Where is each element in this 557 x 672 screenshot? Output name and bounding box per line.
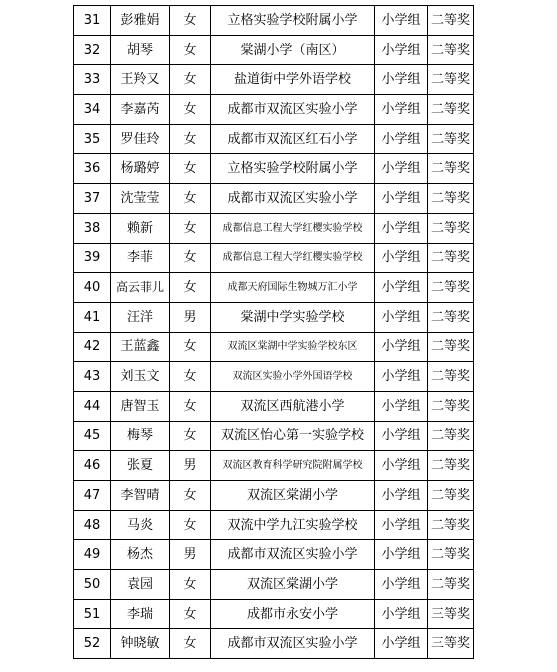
row-number-cell: 40: [74, 273, 111, 303]
group-cell: 小学组: [375, 421, 428, 451]
row-number-cell: 36: [74, 154, 111, 184]
award-cell: 二等奖: [428, 421, 474, 451]
row-number-cell: 32: [74, 35, 111, 65]
gender-cell: 女: [170, 421, 211, 451]
name-cell: 赖新: [111, 213, 170, 243]
name-cell: 唐智玉: [111, 391, 170, 421]
award-cell: 二等奖: [428, 362, 474, 392]
row-number-cell: 50: [74, 570, 111, 600]
name-cell: 张夏: [111, 451, 170, 481]
name-cell: 梅琴: [111, 421, 170, 451]
gender-cell: 女: [170, 599, 211, 629]
school-cell: 双流区棠湖中学实验学校东区: [211, 332, 375, 362]
gender-cell: 女: [170, 570, 211, 600]
name-cell: 袁园: [111, 570, 170, 600]
award-cell: 三等奖: [428, 599, 474, 629]
group-cell: 小学组: [375, 6, 428, 36]
award-cell: 二等奖: [428, 35, 474, 65]
table-row: [74, 540, 474, 570]
row-number-cell: 39: [74, 243, 111, 273]
award-cell: 二等奖: [428, 243, 474, 273]
group-cell: 小学组: [375, 332, 428, 362]
group-cell: 小学组: [375, 273, 428, 303]
row-number-cell: 41: [74, 302, 111, 332]
name-cell: 罗佳玲: [111, 124, 170, 154]
group-cell: 小学组: [375, 154, 428, 184]
table-row: [74, 451, 474, 481]
award-cell: 二等奖: [428, 6, 474, 36]
table-row: [74, 6, 474, 36]
school-cell: 双流中学九江实验学校: [211, 510, 375, 540]
table-row: [74, 213, 474, 243]
award-cell: 二等奖: [428, 273, 474, 303]
school-cell: 双流区教育科学研究院附属学校: [211, 451, 375, 481]
group-cell: 小学组: [375, 540, 428, 570]
row-number-cell: 49: [74, 540, 111, 570]
school-cell: 成都信息工程大学红樱实验学校: [211, 243, 375, 273]
award-cell: 二等奖: [428, 124, 474, 154]
row-number-cell: 35: [74, 124, 111, 154]
table-row: [74, 302, 474, 332]
name-cell: 李智晴: [111, 481, 170, 511]
award-cell: 二等奖: [428, 332, 474, 362]
school-cell: 成都市双流区实验小学: [211, 629, 375, 659]
table-row: [74, 599, 474, 629]
gender-cell: 女: [170, 332, 211, 362]
table-row: [74, 154, 474, 184]
row-number-cell: 48: [74, 510, 111, 540]
row-number-cell: 45: [74, 421, 111, 451]
table-row: [74, 273, 474, 303]
row-number-cell: 34: [74, 95, 111, 125]
group-cell: 小学组: [375, 570, 428, 600]
award-cell: 二等奖: [428, 184, 474, 214]
row-number-cell: 52: [74, 629, 111, 659]
table-row: [74, 184, 474, 214]
award-cell: 二等奖: [428, 302, 474, 332]
gender-cell: 女: [170, 184, 211, 214]
gender-cell: 女: [170, 243, 211, 273]
award-roster-body: [74, 6, 474, 659]
gender-cell: 女: [170, 510, 211, 540]
school-cell: 立格实验学校附属小学: [211, 6, 375, 36]
school-cell: 成都信息工程大学红樱实验学校: [211, 213, 375, 243]
group-cell: 小学组: [375, 481, 428, 511]
table-row: [74, 65, 474, 95]
row-number-cell: 42: [74, 332, 111, 362]
row-number-cell: 46: [74, 451, 111, 481]
table-row: [74, 243, 474, 273]
table-row: [74, 35, 474, 65]
table-row: [74, 629, 474, 659]
name-cell: 彭雅娟: [111, 6, 170, 36]
name-cell: 胡琴: [111, 35, 170, 65]
group-cell: 小学组: [375, 243, 428, 273]
school-cell: 双流区棠湖小学: [211, 481, 375, 511]
table-row: [74, 510, 474, 540]
award-cell: 二等奖: [428, 391, 474, 421]
name-cell: 杨璐婷: [111, 154, 170, 184]
award-cell: 三等奖: [428, 629, 474, 659]
table-row: [74, 570, 474, 600]
name-cell: 王羚又: [111, 65, 170, 95]
name-cell: 高云菲儿: [111, 273, 170, 303]
name-cell: 李菲: [111, 243, 170, 273]
table-row: [74, 362, 474, 392]
school-cell: 成都市双流区红石小学: [211, 124, 375, 154]
gender-cell: 男: [170, 451, 211, 481]
row-number-cell: 33: [74, 65, 111, 95]
school-cell: 立格实验学校附属小学: [211, 154, 375, 184]
school-cell: 成都市双流区实验小学: [211, 95, 375, 125]
gender-cell: 女: [170, 65, 211, 95]
table-row: [74, 95, 474, 125]
gender-cell: 女: [170, 124, 211, 154]
gender-cell: 男: [170, 540, 211, 570]
school-cell: 棠湖中学实验学校: [211, 302, 375, 332]
gender-cell: 女: [170, 95, 211, 125]
group-cell: 小学组: [375, 302, 428, 332]
row-number-cell: 37: [74, 184, 111, 214]
row-number-cell: 51: [74, 599, 111, 629]
school-cell: 成都天府国际生物城万汇小学: [211, 273, 375, 303]
school-cell: 双流区实验小学外国语学校: [211, 362, 375, 392]
group-cell: 小学组: [375, 510, 428, 540]
name-cell: 杨杰: [111, 540, 170, 570]
row-number-cell: 31: [74, 6, 111, 36]
award-cell: 二等奖: [428, 65, 474, 95]
name-cell: 王蓝鑫: [111, 332, 170, 362]
gender-cell: 女: [170, 213, 211, 243]
award-cell: 二等奖: [428, 451, 474, 481]
award-cell: 二等奖: [428, 481, 474, 511]
gender-cell: 女: [170, 6, 211, 36]
school-cell: 成都市双流区实验小学: [211, 184, 375, 214]
table-row: [74, 124, 474, 154]
group-cell: 小学组: [375, 629, 428, 659]
school-cell: 双流区棠湖小学: [211, 570, 375, 600]
gender-cell: 女: [170, 391, 211, 421]
award-cell: 二等奖: [428, 510, 474, 540]
gender-cell: 女: [170, 362, 211, 392]
group-cell: 小学组: [375, 451, 428, 481]
row-number-cell: 38: [74, 213, 111, 243]
row-number-cell: 43: [74, 362, 111, 392]
name-cell: 汪洋: [111, 302, 170, 332]
name-cell: 李嘉芮: [111, 95, 170, 125]
school-cell: 盐道街中学外语学校: [211, 65, 375, 95]
group-cell: 小学组: [375, 362, 428, 392]
table-row: [74, 481, 474, 511]
award-roster-table: [73, 5, 474, 659]
group-cell: 小学组: [375, 391, 428, 421]
group-cell: 小学组: [375, 124, 428, 154]
award-cell: 二等奖: [428, 540, 474, 570]
table-row: [74, 421, 474, 451]
name-cell: 沈莹莹: [111, 184, 170, 214]
award-cell: 二等奖: [428, 213, 474, 243]
gender-cell: 男: [170, 302, 211, 332]
group-cell: 小学组: [375, 95, 428, 125]
name-cell: 马炎: [111, 510, 170, 540]
school-cell: 棠湖小学（南区）: [211, 35, 375, 65]
group-cell: 小学组: [375, 599, 428, 629]
award-cell: 二等奖: [428, 154, 474, 184]
group-cell: 小学组: [375, 184, 428, 214]
gender-cell: 女: [170, 629, 211, 659]
school-cell: 双流区怡心第一实验学校: [211, 421, 375, 451]
gender-cell: 女: [170, 154, 211, 184]
school-cell: 成都市双流区实验小学: [211, 540, 375, 570]
school-cell: 成都市永安小学: [211, 599, 375, 629]
award-cell: 二等奖: [428, 570, 474, 600]
table-row: [74, 391, 474, 421]
table-row: [74, 332, 474, 362]
gender-cell: 女: [170, 481, 211, 511]
row-number-cell: 44: [74, 391, 111, 421]
gender-cell: 女: [170, 273, 211, 303]
group-cell: 小学组: [375, 213, 428, 243]
name-cell: 刘玉文: [111, 362, 170, 392]
award-cell: 二等奖: [428, 95, 474, 125]
name-cell: 李瑞: [111, 599, 170, 629]
row-number-cell: 47: [74, 481, 111, 511]
group-cell: 小学组: [375, 65, 428, 95]
school-cell: 双流区西航港小学: [211, 391, 375, 421]
group-cell: 小学组: [375, 35, 428, 65]
gender-cell: 女: [170, 35, 211, 65]
name-cell: 钟晓敏: [111, 629, 170, 659]
